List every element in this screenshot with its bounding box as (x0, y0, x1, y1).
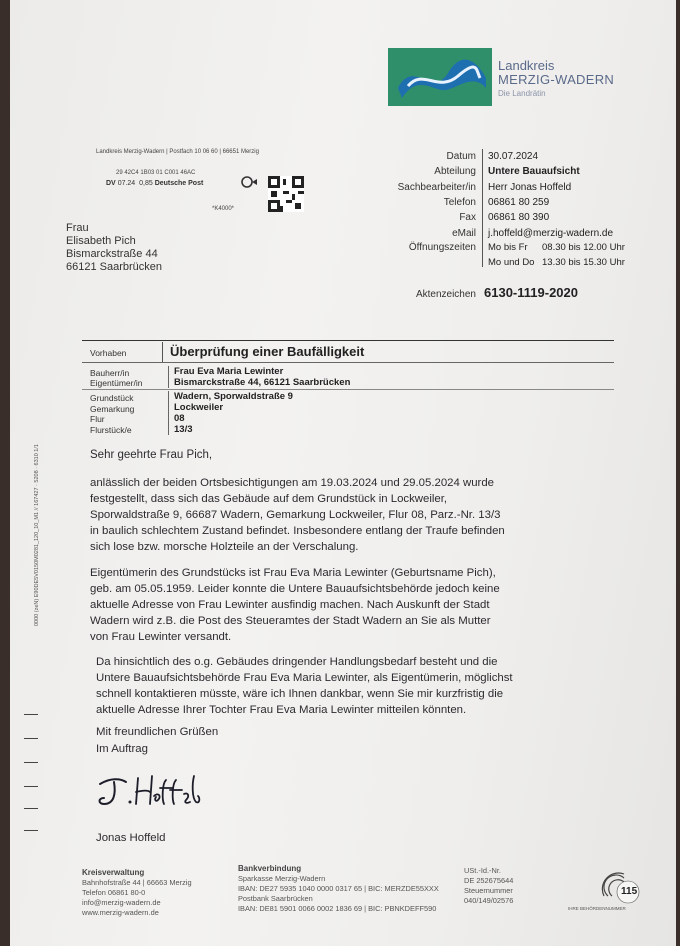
parties-values (174, 366, 350, 388)
side-code: 0000 (zeN) E90DE5V0150M0281_120_10_M1 // 167427 · 5208 · 6310 1/1 (34, 444, 40, 626)
property-label: Flurstück/e (90, 424, 132, 435)
info-label-phone: Telefon (443, 197, 476, 208)
property-value: Lockweiler (174, 402, 224, 413)
body-line: Da hinsichtlich des o.g. Gebäudes dringender Handlungsbedarf besteht und die (96, 656, 498, 668)
body-line: schnell kontaktieren müsste, wäre ich Ihnen dankbar, wenn Sie mir kurzfristig die (96, 688, 504, 700)
postal-carrier: Deutsche Post (154, 180, 204, 187)
property-label: Flur (90, 414, 105, 424)
footer-line: info@merzig-wadern.de (82, 898, 161, 907)
info-value-phone: 06861 80 259 (488, 197, 550, 208)
signer-name: Jonas Hoffeld (96, 832, 166, 844)
parties-labels (90, 368, 142, 388)
info-value-department: Untere Bauaufsicht (488, 166, 580, 177)
property-value: 13/3 (174, 424, 193, 435)
footer-line: IBAN: DE27 5935 1040 0000 0317 65 | BIC: MERZDE55XXX (238, 884, 439, 893)
info-value-email: j.hoffeld@merzig-wadern.de (488, 228, 614, 239)
footer-line: DE 252675644 (464, 876, 514, 885)
hours-row2-time: 13.30 bis 15.30 Uhr (542, 257, 625, 268)
handwritten-signature (96, 770, 206, 816)
property-label: Gemarkung (90, 403, 135, 414)
subject-title: Überprüfung einer Baufälligkeit (170, 344, 365, 359)
footer-heading: Kreisverwaltung (82, 868, 145, 877)
footer-line: Bahnhofstraße 44 | 66663 Merzig (82, 878, 192, 887)
info-value-date: 30.07.2024 (488, 151, 539, 162)
postal-code-k: *K4000* (212, 206, 235, 212)
recipient-line: 66121 Saarbrücken (66, 261, 163, 273)
footer-line: Steuernummer (464, 886, 513, 895)
info-label-clerk: Sachbearbeiter/in (397, 182, 476, 193)
footer-col-tax (464, 866, 513, 906)
body-line: aktuelle Adresse Ihrer Tochter Frau Eva Maria Lewinter mitteilen könnten. (96, 704, 467, 716)
subject-label: Vorhaben (90, 348, 127, 358)
body-line: von Frau Lewinter versandt. (90, 631, 232, 643)
hours-label: Öffnungszeiten (408, 242, 476, 253)
recipient-line: Frau (66, 222, 89, 234)
return-address: Landkreis Merzig-Wadern | Postfach 10 06 60 | 66651 Merzig (96, 149, 259, 155)
footer-line: www.merzig-wadern.de (82, 908, 159, 917)
footer-line: 040/149/02576 (464, 896, 514, 905)
property-values (174, 391, 293, 435)
postal-code-line: 29 42C4 1B03 01 C001 46AC (116, 170, 196, 176)
postal-dv-line (106, 180, 203, 187)
footer-line: USt.-Id.-Nr. (464, 866, 501, 875)
recipient-line: Elisabeth Pich (66, 235, 136, 247)
file-ref-label: Aktenzeichen (415, 289, 476, 300)
party-value: Bismarckstraße 44, 66121 Saarbrücken (174, 377, 351, 388)
paragraph-3 (96, 654, 600, 718)
postal-dv-label: DV (106, 180, 116, 187)
paragraph-2 (90, 565, 600, 645)
paragraph-1 (90, 475, 600, 555)
letter-page (10, 0, 676, 946)
info-value-fax: 06861 80 390 (488, 212, 550, 223)
letterhead-line2: MERZIG-WADERN (498, 72, 615, 87)
recipient-line: Bismarckstraße 44 (66, 248, 158, 260)
info-label-fax: Fax (459, 212, 476, 223)
footer-line: Sparkasse Merzig-Wadern (238, 874, 326, 883)
body-line: aktuelle Adresse von Frau Lewinter ausfindig machen. Nach Auskunft der Stadt (90, 599, 490, 611)
hours-row1-days: Mo bis Fr (488, 242, 528, 253)
closing-line: Im Auftrag (96, 743, 148, 755)
postal-dv-date: 07.24 (117, 180, 136, 187)
salutation: Sehr geehrte Frau Pich, (90, 449, 213, 461)
property-label: Grundstück (90, 393, 134, 403)
letterhead-line3: Die Landrätin (498, 89, 546, 98)
info-label-date: Datum (446, 151, 476, 162)
body-line: sich lose bzw. morsche Holzteile an der Verschalung. (90, 541, 359, 553)
footer-col-administration (82, 868, 192, 918)
party-value: Frau Eva Maria Lewinter (174, 366, 284, 377)
info-value-clerk: Herr Jonas Hoffeld (488, 182, 572, 193)
body-line: Sporwaldstraße 9, 66687 Wadern, Gemarkung Lockweiler, Flur 08, Parz.-Nr. 13/3 (90, 509, 501, 521)
body-line: in baulich schlechtem Zustand befindet. Insbesondere entlang der Traufe befinden (90, 525, 505, 537)
info-label-email: eMail (452, 228, 476, 239)
body-line: anlässlich der beiden Ortsbesichtigungen am 19.03.2024 und 29.05.2024 wurde (90, 477, 495, 489)
footer-heading: Bankverbindung (238, 864, 302, 873)
body-line: geb. am 05.05.1959. Leider konnte die Untere Bauaufsichtsbehörde jedoch keine (90, 583, 500, 595)
body-line: Eigentümerin des Grundstücks ist Frau Eva Maria Lewinter (Geburtsname Pich), (90, 567, 496, 579)
service-number-badge: 115 (621, 886, 638, 897)
postal-dv-price: 0,85 (139, 180, 153, 187)
body-line: Untere Bauaufsichtsbehörde Frau Eva Maria Lewinter, als Eigentümerin, möglichst (96, 672, 513, 684)
closing (96, 724, 218, 758)
property-value: Wadern, Sporwaldstraße 9 (174, 391, 293, 402)
footer-line: Telefon 06861 80-0 (82, 888, 146, 897)
letterhead-line1: Landkreis (498, 58, 555, 73)
property-value: 08 (174, 413, 185, 424)
hours-row1-time: 08.30 bis 12.00 Uhr (542, 242, 625, 253)
property-labels (90, 393, 134, 435)
qr-code-icon (268, 176, 304, 212)
info-label-department: Abteilung (434, 166, 476, 177)
district-logo-icon (388, 48, 492, 106)
service-number-caption: IHRE BEHÖRDENNUMMER (568, 906, 626, 911)
hours-row2-days: Mo und Do (488, 257, 535, 268)
post-horn-icon (240, 175, 258, 189)
body-line: festgestellt, dass sich das Gebäude auf dem Grundstück in Lockweiler, (90, 493, 448, 505)
file-ref-value: 6130-1119-2020 (484, 285, 578, 300)
party-label: Bauherr/in (90, 368, 130, 378)
footer-col-bank (238, 864, 439, 914)
party-label: Eigentümer/in (90, 378, 143, 388)
footer-line: Postbank Saarbrücken (238, 894, 313, 903)
closing-line: Mit freundlichen Grüßen (96, 726, 219, 738)
footer-line: IBAN: DE81 5901 0066 0002 1836 69 | BIC: PBNKDEFF590 (238, 904, 437, 913)
body-line: Wadern wird z.B. die Post des Steueramtes der Stadt Wadern an Sie als Mutter (90, 615, 491, 627)
recipient-block (66, 222, 162, 274)
